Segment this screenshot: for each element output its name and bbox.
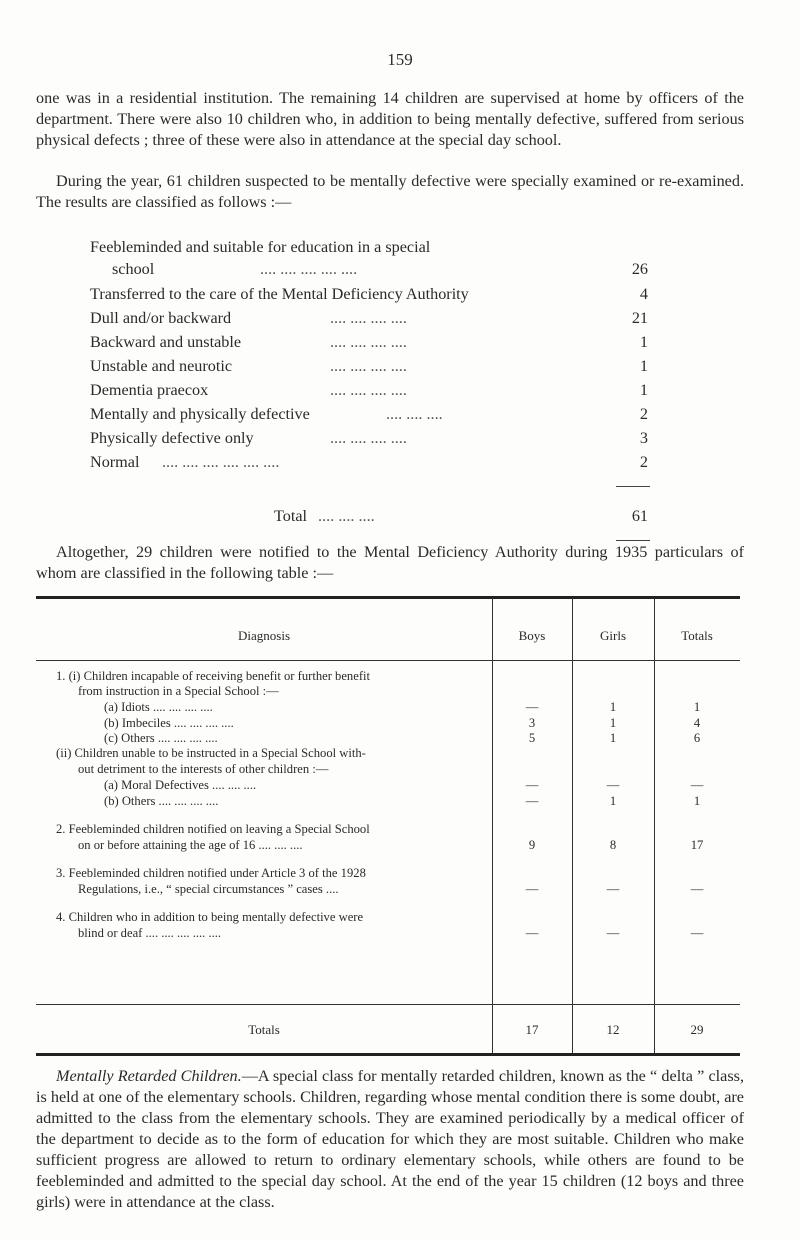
diagnosis-cell: blind or deaf .... .... .... .... .... xyxy=(78,926,222,940)
column-divider xyxy=(492,598,493,1053)
result-value: 4 xyxy=(639,285,648,303)
girls-cell: 1 xyxy=(609,716,617,730)
diagnosis-cell: Regulations, i.e., “ special circumstances ” cases .... xyxy=(78,882,339,896)
diagnosis-cell: (b) Imbeciles .... .... .... .... xyxy=(104,716,234,730)
total-label: Total xyxy=(274,507,308,525)
result-row xyxy=(90,453,648,475)
leader-dots: .... .... .... .... xyxy=(330,357,407,375)
boys-cell: 3 xyxy=(528,716,536,730)
result-label: Feebleminded and suitable for education in a special xyxy=(90,238,431,256)
boys-cell: 9 xyxy=(528,838,536,852)
result-row xyxy=(90,405,648,427)
diagnosis-cell: (ii) Children unable to be instructed in a Special School with- xyxy=(56,746,366,760)
totals-cell: — xyxy=(690,882,704,896)
column-divider xyxy=(572,598,573,1053)
girls-cell: — xyxy=(606,882,620,896)
diagnosis-cell: 4. Children who in addition to being mentally defective were xyxy=(56,910,364,924)
result-value: 1 xyxy=(639,357,648,375)
page-number: 159 xyxy=(387,50,413,69)
header-boys: Boys xyxy=(518,628,546,643)
diagnosis-cell: out detriment to the interests of other children :— xyxy=(78,762,329,776)
totals-cell: 1 xyxy=(693,700,701,714)
girls-cell: 1 xyxy=(609,731,617,745)
totals-cell: 6 xyxy=(693,731,701,745)
result-row xyxy=(90,285,648,307)
header-diagnosis: Diagnosis xyxy=(238,628,290,643)
leader-dots: .... .... .... .... xyxy=(330,429,407,447)
header-totals: Totals xyxy=(681,628,713,643)
sum-rule xyxy=(616,486,650,487)
result-value: 2 xyxy=(639,453,648,471)
result-label: Transferred to the care of the Mental Deficiency Authority xyxy=(90,285,469,303)
totals-cell: — xyxy=(690,926,704,940)
leader-dots: .... .... .... xyxy=(318,507,375,525)
paragraph-intro: one was in a residential institution. The remaining 14 children are supervised at home by officers of the department. There were also 10 children who, in addition to being mentally defective, suffered from serious physical defects ; three of these were also in attendance at the special day school. xyxy=(36,89,744,149)
totals-cell: — xyxy=(690,778,704,792)
paragraph-notified: Altogether, 29 children were notified to the Mental Deficiency Authority during 1935 particulars of whom are classified in the following table :— xyxy=(36,543,744,582)
result-label: Physically defective only xyxy=(90,429,254,447)
diagnosis-cell: on or before attaining the age of 16 .... .... .... xyxy=(78,838,303,852)
result-row xyxy=(90,260,648,282)
section-body: —A special class for mentally retarded children, known as the “ delta ” class, is held at one of the elementary schools. Children, regarding whose mental condition there is some doubt, are admitted to the class from the elementary schools. They are examined periodically by a medical officer of the department to decide as to the form of education for which they are most suitable. Children who make sufficient progress are allowed to return to ordinary elementary schools, while others are found to be feebleminded and admitted to the special day school. At the end of the year 15 children (12 boys and three girls) were in attendance at the class. xyxy=(36,1067,744,1211)
sum-rule xyxy=(616,540,650,541)
result-label: Dementia praecox xyxy=(90,381,209,399)
totals-cell: 17 xyxy=(690,838,704,852)
diagnosis-cell: 2. Feebleminded children notified on leaving a Special School xyxy=(56,822,370,836)
result-label: Backward and unstable xyxy=(90,333,242,351)
totals-label: Totals xyxy=(248,1022,280,1037)
section-heading: Mentally Retarded Children. xyxy=(56,1067,242,1085)
result-value: 3 xyxy=(639,429,648,447)
result-row xyxy=(90,429,648,451)
result-label: Dull and/or backward xyxy=(90,309,232,327)
girls-cell: 1 xyxy=(609,700,617,714)
diagnosis-cell: (c) Others .... .... .... .... xyxy=(104,731,218,745)
diagnosis-cell: 1. (i) Children incapable of receiving benefit or further benefit xyxy=(56,669,371,683)
leader-dots: .... .... .... .... xyxy=(330,309,407,327)
girls-cell: 8 xyxy=(609,838,617,852)
table-top-border xyxy=(36,596,740,599)
totals-cell: 1 xyxy=(693,794,701,808)
girls-cell: — xyxy=(606,926,620,940)
boys-cell: 5 xyxy=(528,731,536,745)
leader-dots: .... .... .... xyxy=(386,405,443,423)
diagnosis-cell: 3. Feebleminded children notified under Article 3 of the 1928 xyxy=(56,866,366,880)
table-bottom-border xyxy=(36,1053,740,1056)
girls-cell: 1 xyxy=(609,794,617,808)
result-row xyxy=(90,238,648,260)
boys-cell: — xyxy=(525,778,539,792)
result-row xyxy=(90,357,648,379)
diagnosis-cell: (a) Moral Defectives .... .... .... xyxy=(104,778,257,792)
result-label: school xyxy=(112,260,155,278)
paragraph-retarded xyxy=(36,1066,744,1213)
header-rule xyxy=(36,660,740,661)
column-divider xyxy=(654,598,655,1053)
header-girls: Girls xyxy=(600,628,626,643)
leader-dots: .... .... .... .... xyxy=(330,333,407,351)
boys-cell: — xyxy=(525,700,539,714)
result-label: Normal xyxy=(90,453,140,471)
totals-boys: 17 xyxy=(525,1022,539,1037)
boys-cell: — xyxy=(525,926,539,940)
result-total-row xyxy=(90,507,648,529)
result-row xyxy=(90,333,648,355)
result-value: 21 xyxy=(631,309,648,327)
leader-dots: .... .... .... .... .... xyxy=(260,260,358,278)
leader-dots: .... .... .... .... .... .... xyxy=(162,453,280,471)
total-value: 61 xyxy=(631,507,648,525)
diagnosis-cell: from instruction in a Special School :— xyxy=(78,684,279,698)
totals-cell: 4 xyxy=(693,716,701,730)
result-label: Mentally and physically defective xyxy=(90,405,310,423)
totals-rule xyxy=(36,1004,740,1005)
diagnosis-cell: (b) Others .... .... .... .... xyxy=(104,794,219,808)
totals-girls: 12 xyxy=(606,1022,620,1037)
result-label: Unstable and neurotic xyxy=(90,357,233,375)
paragraph-examinations: During the year, 61 children suspected to be mentally defective were specially examined or re-examined. The results are classified as follows :— xyxy=(36,172,744,211)
diagnosis-cell: (a) Idiots .... .... .... .... xyxy=(104,700,213,714)
result-row xyxy=(90,309,648,331)
result-value: 2 xyxy=(639,405,648,423)
girls-cell: — xyxy=(606,778,620,792)
result-row xyxy=(90,381,648,403)
result-value: 1 xyxy=(639,333,648,351)
totals-all: 29 xyxy=(690,1022,704,1037)
result-value: 1 xyxy=(639,381,648,399)
leader-dots: .... .... .... .... xyxy=(330,381,407,399)
result-value: 26 xyxy=(631,260,648,278)
boys-cell: — xyxy=(525,794,539,808)
boys-cell: — xyxy=(525,882,539,896)
